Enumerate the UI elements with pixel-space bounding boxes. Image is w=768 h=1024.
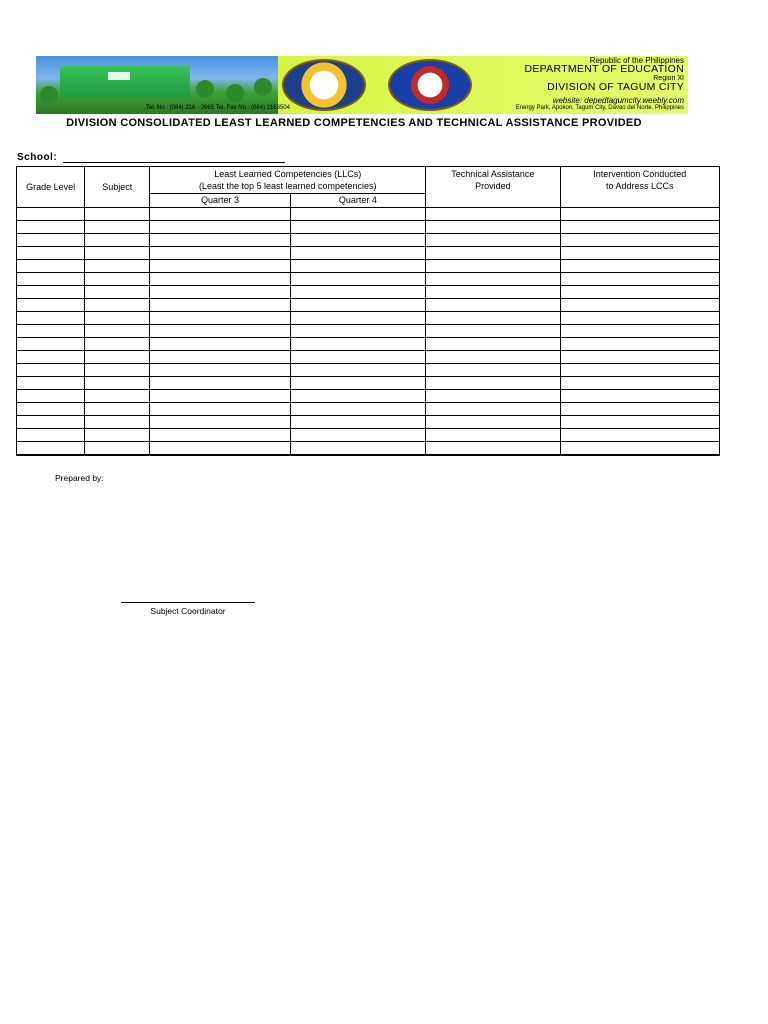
division-text: DIVISION OF TAGUM CITY: [547, 81, 684, 93]
department-text: DEPARTMENT OF EDUCATION: [524, 63, 684, 75]
table-cell[interactable]: [17, 273, 85, 286]
table-cell[interactable]: [560, 338, 719, 351]
table-cell[interactable]: [85, 416, 150, 429]
table-cell[interactable]: [560, 325, 719, 338]
table-cell[interactable]: [426, 221, 560, 234]
table-cell[interactable]: [17, 338, 85, 351]
table-cell[interactable]: [17, 208, 85, 221]
table-row: [17, 364, 720, 377]
table-cell[interactable]: [560, 247, 719, 260]
table-cell[interactable]: [290, 221, 425, 234]
table-cell[interactable]: [290, 429, 425, 442]
table-cell[interactable]: [85, 234, 150, 247]
table-cell[interactable]: [560, 429, 719, 442]
table-cell[interactable]: [150, 364, 290, 377]
website-text: website: depedtagumcity.weebly.com: [552, 96, 684, 105]
table-cell[interactable]: [290, 403, 425, 416]
table-cell[interactable]: [290, 234, 425, 247]
table-cell[interactable]: [85, 247, 150, 260]
tree-icon: [196, 80, 214, 98]
table-cell[interactable]: [426, 234, 560, 247]
table-cell[interactable]: [17, 221, 85, 234]
table-cell[interactable]: [150, 377, 290, 390]
table-cell[interactable]: [85, 286, 150, 299]
table-cell[interactable]: [85, 403, 150, 416]
table-row: [17, 390, 720, 403]
table-cell[interactable]: [426, 442, 560, 456]
competencies-table: [16, 166, 720, 456]
table-row: [17, 429, 720, 442]
signatory-label: Subject Coordinator: [150, 606, 226, 616]
table-cell[interactable]: [85, 351, 150, 364]
table-cell[interactable]: [85, 299, 150, 312]
signature-line[interactable]: [121, 602, 255, 603]
table-cell[interactable]: [560, 442, 719, 456]
table-cell[interactable]: [426, 299, 560, 312]
table-cell[interactable]: [560, 208, 719, 221]
table-cell[interactable]: [150, 416, 290, 429]
table-cell[interactable]: [560, 351, 719, 364]
table-cell[interactable]: [290, 325, 425, 338]
table-cell[interactable]: [85, 442, 150, 456]
table-cell[interactable]: [150, 260, 290, 273]
telephone-text: Tel. No.: (084) 216 - 2665 Tel. Fax No.: (084) 2163504: [146, 105, 290, 111]
table-cell[interactable]: [150, 351, 290, 364]
table-cell[interactable]: [290, 286, 425, 299]
table-cell[interactable]: [290, 260, 425, 273]
table-cell[interactable]: [426, 416, 560, 429]
table-cell[interactable]: [426, 260, 560, 273]
table-cell[interactable]: [290, 299, 425, 312]
table-row: [17, 312, 720, 325]
table-cell[interactable]: [426, 247, 560, 260]
table-cell[interactable]: [85, 429, 150, 442]
header-ta-line1: Technical Assistance: [451, 169, 535, 179]
table-row: [17, 260, 720, 273]
table-cell[interactable]: [17, 286, 85, 299]
table-cell[interactable]: [290, 273, 425, 286]
table-row: [17, 416, 720, 429]
table-cell[interactable]: [17, 416, 85, 429]
header-quarter-3: Quarter 3: [150, 193, 290, 207]
table-cell[interactable]: [560, 403, 719, 416]
table-cell[interactable]: [150, 247, 290, 260]
table-cell[interactable]: [17, 312, 85, 325]
table-cell[interactable]: [150, 208, 290, 221]
table-cell[interactable]: [290, 390, 425, 403]
header-int-line2: to Address LCCs: [605, 181, 674, 191]
letterhead-banner: [36, 56, 688, 114]
table-cell[interactable]: [85, 390, 150, 403]
address-text: Energy Park, Apokon, Tagum City, Davao del Norte, Philippines: [515, 105, 684, 111]
table-cell[interactable]: [150, 221, 290, 234]
table-cell[interactable]: [85, 221, 150, 234]
header-ta-line2: Provided: [475, 181, 511, 191]
table-cell[interactable]: [290, 416, 425, 429]
header-grade-level: Grade Level: [17, 167, 85, 208]
table-row: [17, 338, 720, 351]
table-cell[interactable]: [426, 286, 560, 299]
table-cell[interactable]: [17, 364, 85, 377]
table-cell[interactable]: [426, 403, 560, 416]
table-cell[interactable]: [150, 442, 290, 456]
header-technical-assistance: [426, 167, 560, 208]
table-cell[interactable]: [560, 312, 719, 325]
table-row: [17, 273, 720, 286]
table-cell[interactable]: [426, 377, 560, 390]
table-cell[interactable]: [560, 273, 719, 286]
table-cell[interactable]: [17, 351, 85, 364]
table-cell[interactable]: [150, 403, 290, 416]
header-int-line1: Intervention Conducted: [593, 169, 687, 179]
tree-icon: [254, 78, 272, 96]
header-subject: Subject: [85, 167, 150, 208]
table-cell[interactable]: [85, 273, 150, 286]
table-cell[interactable]: [150, 390, 290, 403]
table-cell[interactable]: [560, 234, 719, 247]
table-cell[interactable]: [85, 260, 150, 273]
table-cell[interactable]: [290, 208, 425, 221]
table-row: [17, 221, 720, 234]
table-cell[interactable]: [85, 377, 150, 390]
table-cell[interactable]: [560, 364, 719, 377]
table-cell[interactable]: [17, 377, 85, 390]
table-cell[interactable]: [17, 390, 85, 403]
table-cell[interactable]: [150, 325, 290, 338]
header-llc-title: Least Learned Competencies (LLCs): [214, 168, 362, 179]
header-quarter-4: Quarter 4: [290, 193, 425, 207]
table-cell[interactable]: [426, 429, 560, 442]
building-shape: [60, 66, 190, 98]
table-row: [17, 403, 720, 416]
table-cell[interactable]: [150, 286, 290, 299]
table-row: [17, 286, 720, 299]
table-cell[interactable]: [150, 234, 290, 247]
table-cell[interactable]: [560, 377, 719, 390]
header-intervention: [560, 167, 719, 208]
table-cell[interactable]: [560, 286, 719, 299]
table-cell[interactable]: [560, 416, 719, 429]
table-cell[interactable]: [290, 442, 425, 456]
table-cell[interactable]: [150, 338, 290, 351]
table-cell[interactable]: [426, 273, 560, 286]
table-cell[interactable]: [17, 325, 85, 338]
header-llc: [150, 167, 426, 194]
deped-seal-icon: [388, 59, 472, 111]
table-cell[interactable]: [17, 260, 85, 273]
table-cell[interactable]: [17, 299, 85, 312]
tree-icon: [40, 86, 58, 104]
table-cell[interactable]: [17, 403, 85, 416]
table-row: [17, 325, 720, 338]
table-cell[interactable]: [560, 299, 719, 312]
table-cell[interactable]: [85, 208, 150, 221]
page-title: DIVISION CONSOLIDATED LEAST LEARNED COMPETENCIES AND TECHNICAL ASSISTANCE PROVIDED: [66, 117, 642, 129]
table-cell[interactable]: [290, 338, 425, 351]
school-input-line[interactable]: [63, 162, 285, 163]
table-cell[interactable]: [290, 351, 425, 364]
republic-text: Republic of the Philippines: [589, 56, 684, 65]
table-row: [17, 442, 720, 456]
table-row: [17, 299, 720, 312]
table-cell[interactable]: [85, 325, 150, 338]
table-cell[interactable]: [150, 273, 290, 286]
table-cell[interactable]: [426, 312, 560, 325]
table-cell[interactable]: [17, 442, 85, 456]
table-cell[interactable]: [85, 312, 150, 325]
table-cell[interactable]: [17, 429, 85, 442]
prepared-by-label: Prepared by:: [55, 473, 104, 483]
table-cell[interactable]: [560, 390, 719, 403]
table-cell[interactable]: [426, 364, 560, 377]
table-cell[interactable]: [426, 390, 560, 403]
table-cell[interactable]: [85, 338, 150, 351]
table-cell[interactable]: [17, 247, 85, 260]
table-row: [17, 351, 720, 364]
school-label: School:: [17, 152, 58, 163]
table-cell[interactable]: [17, 234, 85, 247]
table-cell[interactable]: [560, 221, 719, 234]
table-cell[interactable]: [290, 312, 425, 325]
table-cell[interactable]: [426, 325, 560, 338]
table-row: [17, 247, 720, 260]
table-cell[interactable]: [290, 377, 425, 390]
table-cell[interactable]: [426, 338, 560, 351]
table-row: [17, 377, 720, 390]
table-cell[interactable]: [150, 299, 290, 312]
table-row: [17, 208, 720, 221]
table-cell[interactable]: [426, 208, 560, 221]
table-cell[interactable]: [85, 364, 150, 377]
table-row: [17, 234, 720, 247]
table-cell[interactable]: [290, 364, 425, 377]
table-cell[interactable]: [290, 247, 425, 260]
table-cell[interactable]: [150, 312, 290, 325]
header-llc-subtitle: (Least the top 5 least learned competencies): [198, 180, 377, 191]
building-sign: [108, 72, 130, 80]
region-text: Region XI: [653, 75, 684, 82]
table-cell[interactable]: [150, 429, 290, 442]
table-cell[interactable]: [426, 351, 560, 364]
tree-icon: [226, 84, 244, 102]
division-seal-icon: [282, 59, 366, 111]
table-cell[interactable]: [560, 260, 719, 273]
